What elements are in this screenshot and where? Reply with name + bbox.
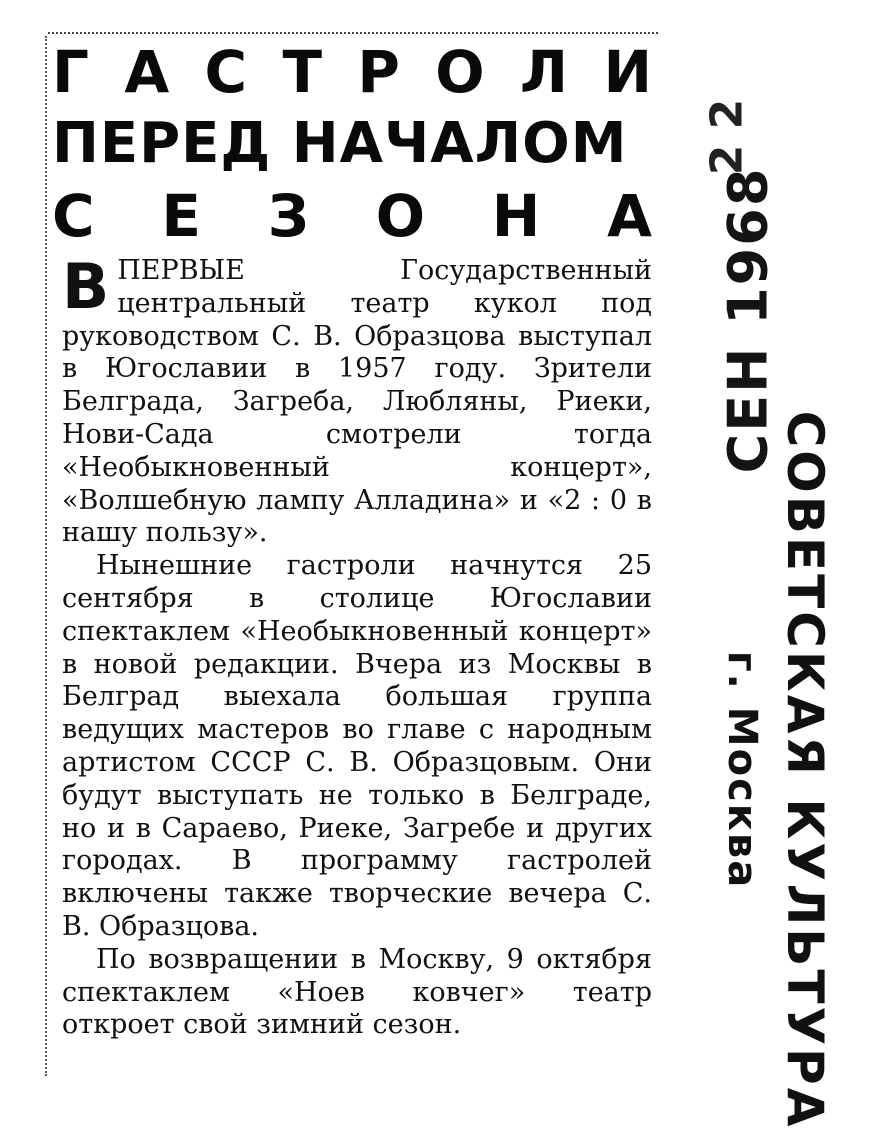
headline-letter: И	[603, 38, 652, 106]
headline-letter: Е	[161, 182, 201, 250]
article-body	[62, 250, 652, 1042]
headline-letter: З	[267, 182, 309, 250]
article-paragraph	[62, 250, 652, 550]
headline-letter: А	[124, 38, 170, 106]
article-paragraph: Нынешние гастроли начнутся 25 сентября в столице Югославии спектаклем «Необыкновенный концерт» в новой редакции. Вчера из Москвы в Белград выехала большая группа ведущих мастеров во главе с народным артистом СССР С. В. Образцовым. Они будут выступать не только в Белграде, но и в Сараево, Риеке, Загребе и других городах. В программу гастролей включены также творческие вечера С. В. Образцова.	[62, 550, 652, 942]
newspaper-name-stamp	[770, 410, 840, 1129]
stamp-city-text: г. Москва	[719, 650, 765, 890]
article-headline	[52, 36, 652, 252]
headline-letter: А	[607, 182, 652, 250]
top-divider	[48, 32, 658, 34]
headline-line-3	[52, 180, 652, 252]
headline-letter: О	[375, 182, 426, 250]
headline-letter: С	[52, 182, 95, 250]
article-paragraph: По возвращении в Москву, 9 октября спектаклем «Ноев ковчег» театр откроет свой зимний сезон.	[62, 943, 652, 1041]
headline-letter: Л	[519, 38, 569, 106]
headline-line-1	[52, 36, 652, 108]
headline-line-2: ПЕРЕД НАЧАЛОМ	[52, 111, 628, 176]
headline-letter: С	[204, 38, 248, 106]
headline-letter: Т	[282, 38, 323, 106]
stamp-newspaper-text: СОВЕТСКАЯ КУЛЬТУРА	[776, 410, 834, 1129]
drop-cap: В	[62, 250, 110, 323]
stamp-date-text: СЕН 1968	[716, 166, 780, 474]
left-divider	[45, 36, 47, 1076]
city-stamp	[712, 650, 772, 890]
stamp-day-text: 2 2	[701, 98, 753, 176]
headline-letter: Н	[491, 182, 541, 250]
headline-letter: Р	[357, 38, 400, 106]
paragraph-text: ПЕРВЫЕ Государственный центральный театр кукол под руководством С. В. Образцова выступал в Югославии в 1957 году. Зрители Белграда, Загреба, Любляны, Риеки, Нови-Сада смотрели тогда «Необыкновенный концерт», «Волшебную лампу Алладина» и «2 : 0 в нашу пользу».	[62, 255, 652, 549]
headline-letter: О	[435, 38, 485, 106]
headline-letter: Г	[52, 38, 89, 106]
